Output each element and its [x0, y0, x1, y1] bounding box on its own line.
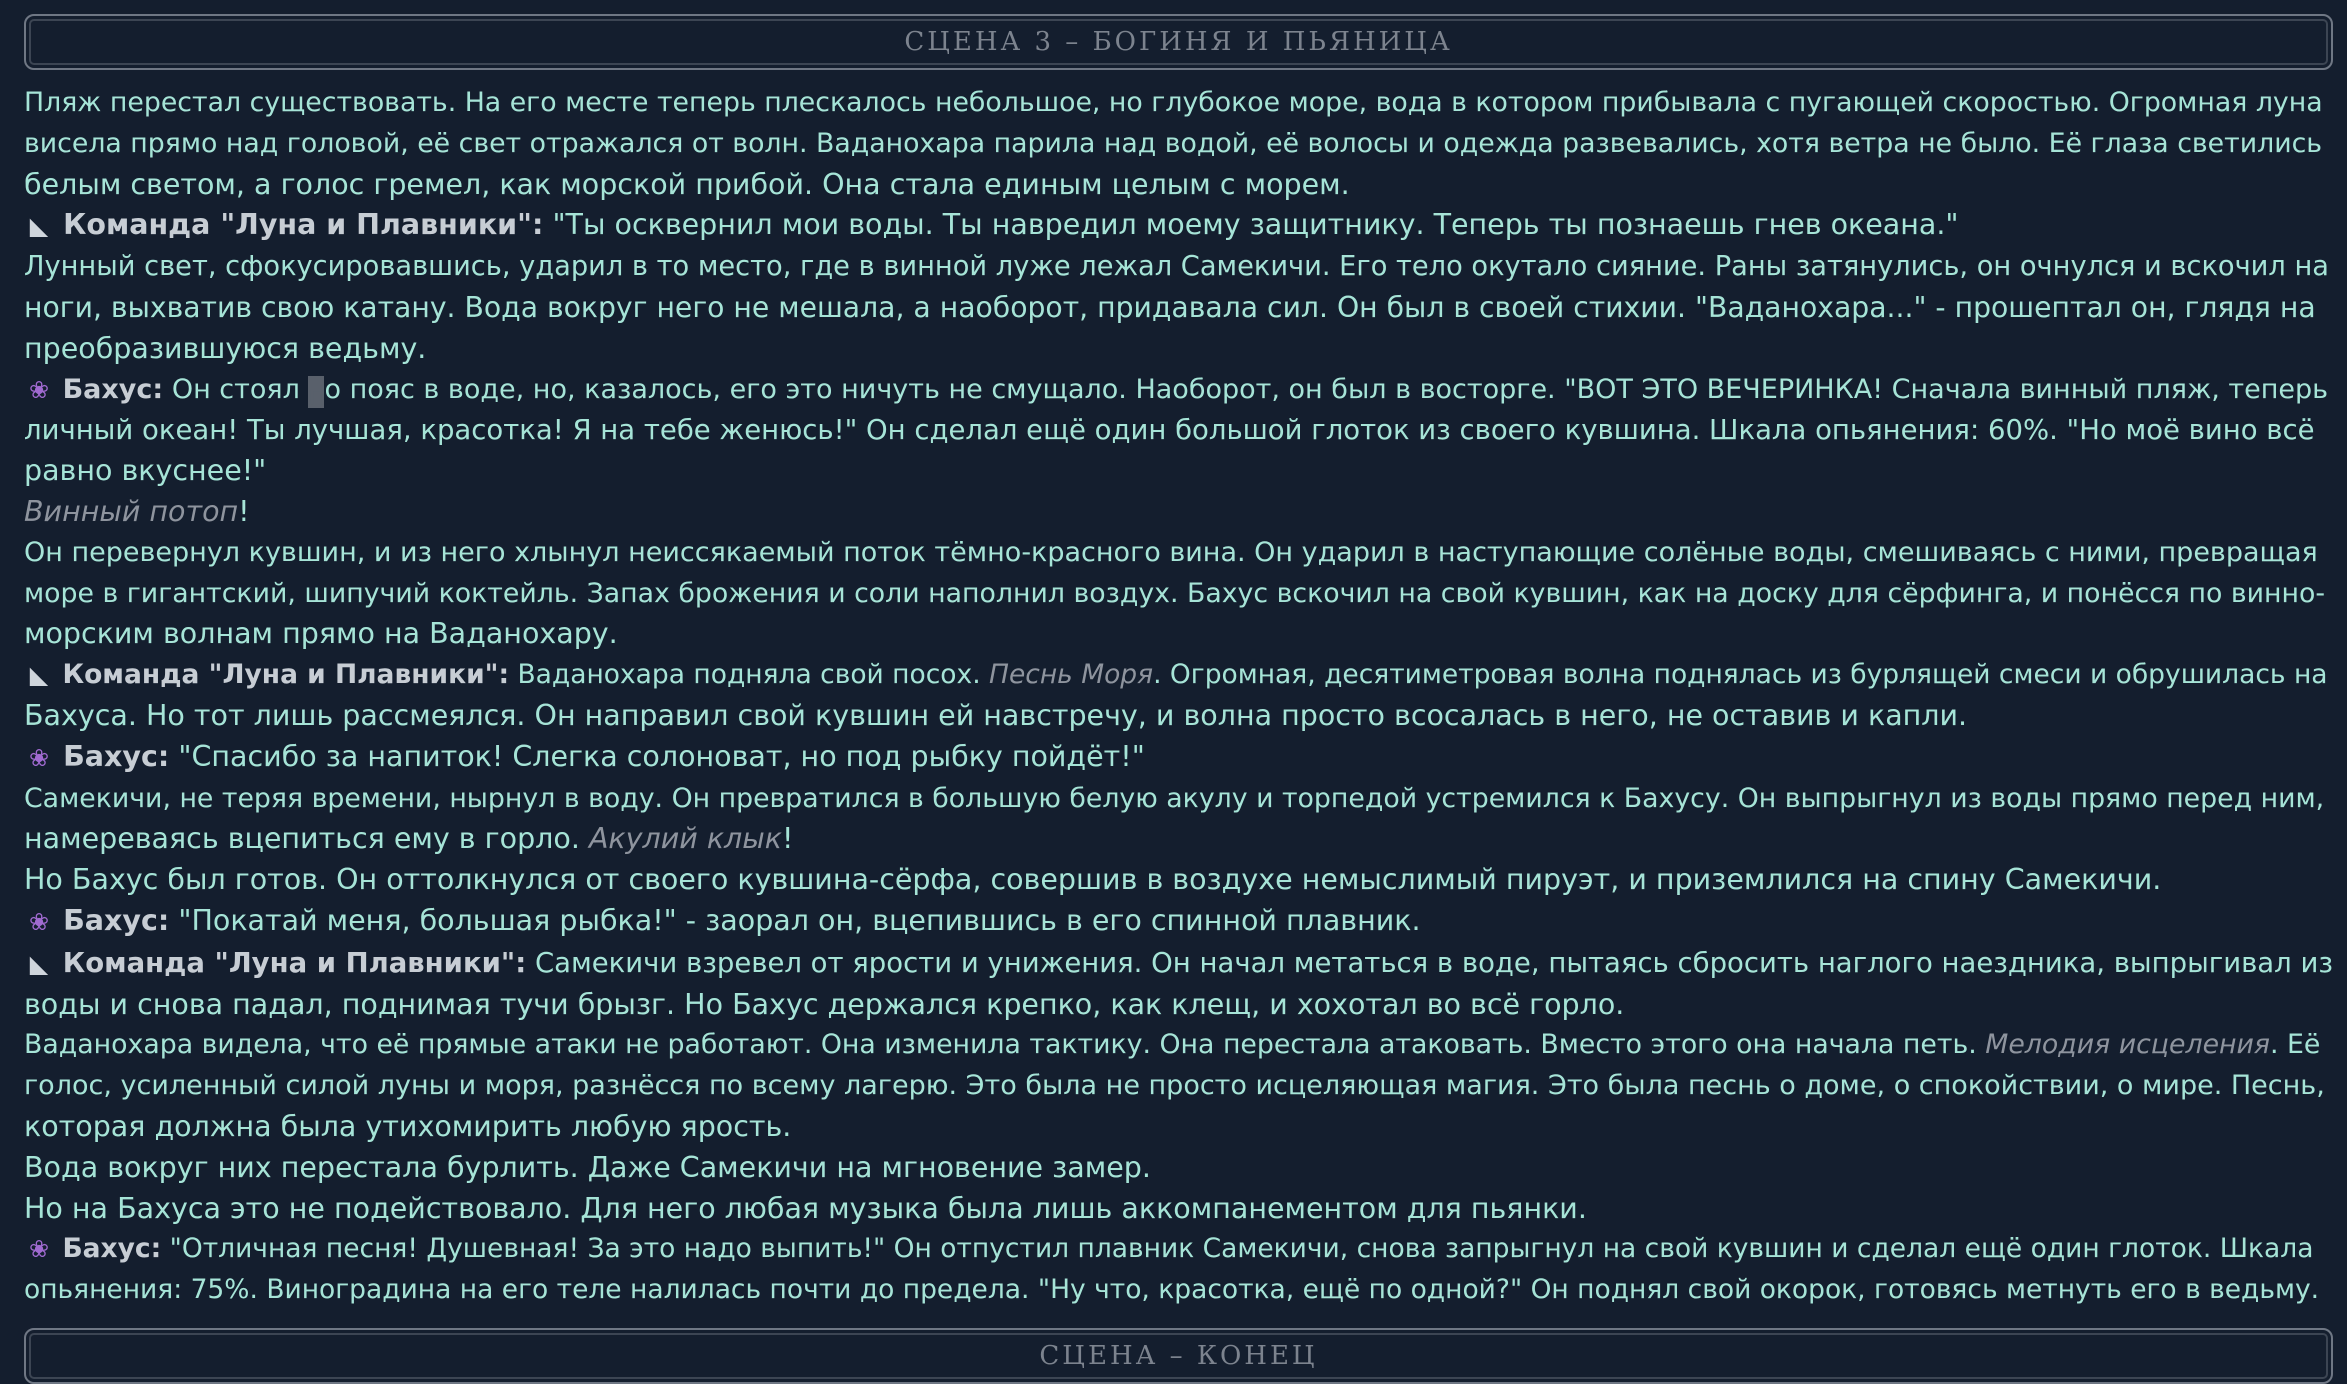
dialogue-line-team: ◣ Команда "Луна и Плавники": Ваданохара подняла свой посох. Песнь Моря. Огромная, десятиметровая волна поднялась из бурлящей смеси и обрушилась на	[24, 655, 2334, 696]
narration-line: Лунный свет, сфокусировавшись, ударил в то место, где в винной луже лежал Самекичи. Его тело окутало сияние. Раны затянулись, он очнулся и вскочил на	[24, 251, 2329, 283]
dialogue-text: Он стоял	[171, 373, 309, 405]
speaker-name-team: Команда "Луна и Плавники":	[62, 946, 527, 979]
dialogue-line-team	[24, 205, 2334, 247]
dialogue-line-team: ◣ Команда "Луна и Плавники": Самекичи взревел от ярости и унижения. Он начал метаться в воде, пытаясь сбросить наглого наездника, выпрыгивал из	[24, 943, 2334, 985]
narration-line: Бахуса. Но тот лишь рассмеялся. Он направил свой кувшин ей навстречу, и волна просто всосалась в него, не оставив и капли.	[24, 698, 1968, 732]
narration-line: Пляж перестал существовать. На его месте теперь плескалось небольшое, но глубокое море, вода в котором прибывала с пугающей скоростью. Огромная луна	[24, 87, 2323, 118]
narration-line: висела прямо над головой, её свет отражался от волн. Ваданохара парила над водой, её волосы и одежда развевались, хотя ветра не было. Её глаза светились	[24, 127, 2323, 159]
skill-name: Винный потоп	[24, 494, 239, 528]
skill-line: Винный потоп!	[24, 494, 250, 528]
narration-line: Вода вокруг них перестала бурлить. Даже Самекичи на мгновение замер.	[24, 1150, 1151, 1184]
speaker-name-team: Команда "Луна и Плавники":	[62, 659, 510, 691]
grapes-icon: ❀	[28, 743, 50, 772]
narration-line: опьянения: 75%. Виноградина на его теле налилась почти до предела. "Ну что, красотка, ещё по одной?" Он поднял свой окорок, готовясь метнуть его в ведьму.	[24, 1274, 2320, 1306]
speaker-name-bacchus: Бахус:	[62, 1233, 162, 1265]
dialogue-line-bacchus: ❀ Бахус: "Покатай меня, большая рыбка!" - заорал он, вцепившись в его спинной плавник.	[24, 901, 2334, 943]
shark-icon: ◣	[29, 212, 49, 241]
scene-title: СЦЕНА 3 – БОГИНЯ И ПЬЯНИЦА	[904, 27, 1453, 57]
dialogue-line-bacchus: ❀ Бахус: "Отличная песня! Душевная! За это надо выпить!" Он отпустил плавник Самекичи, снова запрыгнул на свой кувшин и сделал ещё один глоток. Шкала	[24, 1229, 2334, 1270]
narration-line: Самекичи, не теряя времени, нырнул в воду. Он превратился в большую белую акулу и торпедой устремился к Бахусу. Он выпрыгнул из воды прямо перед ним,	[24, 782, 2325, 814]
grapes-icon: ❀	[28, 1235, 50, 1264]
grapes-icon: ❀	[28, 375, 50, 404]
narration-line: Ваданохара видела, что её прямые атаки не работают. Она изменила тактику. Она перестала атаковать. Вместо этого она начала петь. Мелодия исцеления. Её	[24, 1029, 2321, 1061]
skill-name: Песнь Моря	[989, 659, 1154, 691]
narration-line: воды и снова падал, поднимая тучи брызг. Но Бахус держался крепко, как клещ, и хохотал во всё горло.	[24, 987, 1625, 1021]
scene-header	[24, 14, 2333, 70]
narration-line: голос, усиленный силой луны и моря, разнёсся по всему лагерю. Это была не просто исцеляющая магия. Это была песнь о доме, о спокойствии, о мире. Песнь,	[24, 1070, 2325, 1102]
shark-icon: ◣	[29, 661, 49, 690]
scene-end-title: СЦЕНА – КОНЕЦ	[1039, 1341, 1318, 1371]
grapes-icon: ❀	[28, 907, 50, 936]
narration-line: преобразившуюся ведьму.	[24, 331, 427, 365]
speaker-name-bacchus: Бахус:	[63, 903, 170, 937]
narration-line: Он перевернул кувшин, и из него хлынул неиссякаемый поток тёмно-красного вина. Он ударил в наступающие солёные воды, смешиваясь с ними, превращая	[24, 536, 2318, 568]
dialogue-line-bacchus: ❀ Бахус: "Спасибо за напиток! Слегка солоноват, но под рыбку пойдёт!"	[24, 737, 2334, 779]
narration-line: Но на Бахуса это не подействовало. Для него любая музыка была лишь аккомпанементом для пьянки.	[24, 1191, 1587, 1225]
dialogue-text: о пояс в воде, но, казалось, его это ничуть не смущало. Наоборот, он был в восторге. "ВОТ ЭТО ВЕЧЕРИНКА! Сначала винный пляж, теперь	[324, 373, 2329, 405]
narration-line: Но Бахус был готов. Он оттолкнулся от своего кувшина-сёрфа, совершив в воздухе немыслимый пируэт, и приземлился на спину Самекичи.	[24, 863, 2162, 897]
narration-line: личный океан! Ты лучшая, красотка! Я на тебе женюсь!" Он сделал ещё один большой глоток из своего кувшина. Шкала опьянения: 60%. "Но моё вино всё	[24, 414, 2315, 447]
text-cursor: п	[308, 376, 324, 408]
skill-name: Мелодия исцеления	[1985, 1029, 2270, 1061]
narration-line: ноги, выхватив свою катану. Вода вокруг него не мешала, а наоборот, придавала сил. Он был в своей стихии. "Ваданохара..." - прошептал он, глядя на	[24, 290, 2316, 324]
narration-line: белым светом, а голос гремел, как морской прибой. Она стала единым целым с морем.	[24, 167, 1350, 201]
dialogue-text: "Ты осквернил мои воды. Ты навредил моему защитнику. Теперь ты познаешь гнев океана."	[552, 208, 1959, 242]
speaker-name-bacchus: Бахус:	[63, 739, 170, 773]
shark-icon: ◣	[29, 949, 49, 978]
speaker-name-team: Команда "Луна и Плавники":	[63, 208, 544, 242]
narration-line: морским волнам прямо на Ваданохару.	[24, 617, 618, 651]
skill-name: Акулий клык	[588, 822, 782, 856]
narration-line: равно вкуснее!"	[24, 454, 267, 488]
speaker-name-bacchus: Бахус:	[62, 373, 164, 405]
dialogue-line-bacchus	[24, 370, 2334, 411]
narration-line: намереваясь вцепиться ему в горло. Акулий клык!	[24, 822, 794, 856]
narration-line: море в гигантский, шипучий коктейль. Запах брожения и соли наполнил воздух. Бахус вскочил на свой кувшин, как на доску для сёрфинга, и понёсся по винно-	[24, 577, 2325, 609]
narration-line: которая должна была утихомирить любую ярость.	[24, 1109, 792, 1143]
story-log	[24, 83, 2334, 1311]
